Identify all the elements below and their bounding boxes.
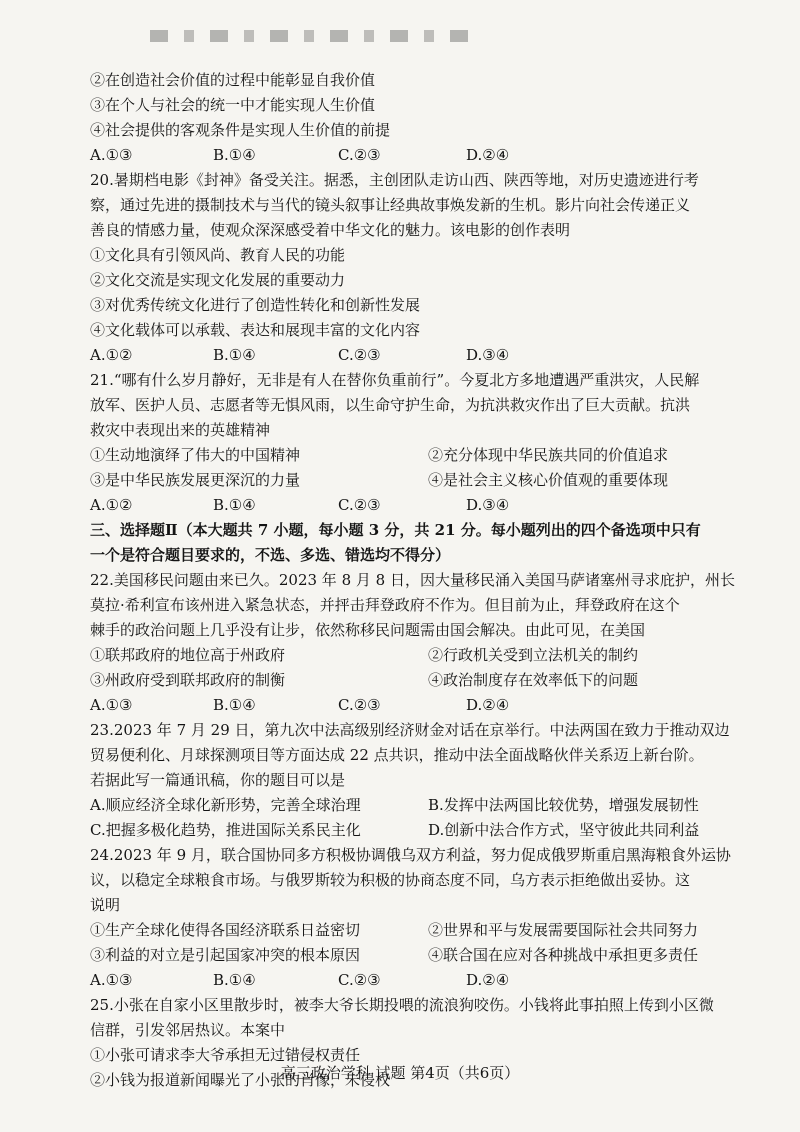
choice-item: ①小张可请求李大爷承担无过错侵权责任 — [90, 1046, 361, 1064]
choice-item: ③是中华民族发展更深沉的力量 — [90, 471, 301, 489]
option-d: D.③④ — [466, 346, 510, 364]
option-b: B.①④ — [213, 496, 256, 514]
question-21 — [90, 368, 740, 518]
answer-options — [90, 343, 740, 368]
choice-item: ①生动地演绎了伟大的中国精神 — [90, 446, 301, 464]
choice-row — [90, 443, 740, 468]
option-c: C.②③ — [338, 696, 381, 714]
question-stem-line: 22.美国移民问题由来已久。2023 年 8 月 8 日，因大量移民涌入美国马萨诸塞州寻求庇护，州长 — [90, 571, 735, 589]
choice-item: ③利益的对立是引起国家冲突的根本原因 — [90, 946, 361, 964]
question-stem-line: 棘手的政治问题上几乎没有让步，依然称移民问题需由国会解决。由此可见，在美国 — [90, 621, 646, 639]
question-stem-line: 救灾中表现出来的英雄精神 — [90, 421, 271, 439]
question-stem-line: 21.“哪有什么岁月静好，无非是有人在替你负重前行”。今夏北方多地遭遇严重洪灾，人民解 — [90, 371, 700, 389]
choice-row — [90, 818, 740, 843]
choice-item: B.发挥中法两国比较优势，增强发展韧性 — [428, 796, 699, 814]
option-d: D.③④ — [466, 496, 510, 514]
question-stem-line: 若据此写一篇通讯稿，你的题目可以是 — [90, 771, 346, 789]
question-23 — [90, 718, 740, 843]
question-stem-line: 放军、医护人员、志愿者等无惧风雨，以生命守护生命，为抗洪救灾作出了巨大贡献。抗洪 — [90, 396, 691, 414]
choice-item: ④社会提供的客观条件是实现人生价值的前提 — [90, 121, 391, 139]
choice-item: ③州政府受到联邦政府的制衡 — [90, 671, 286, 689]
section-heading-line: 一个是符合题目要求的，不选、多选、错选均不得分） — [90, 546, 451, 564]
choice-item: C.把握多极化趋势，推进国际关系民主化 — [90, 821, 361, 839]
option-c: C.②③ — [338, 346, 381, 364]
question-stem-line: 24.2023 年 9 月，联合国协同多方积极协调俄乌双方利益，努力促成俄罗斯重启黑海粮食外运协 — [90, 846, 731, 864]
choice-item: D.创新中法合作方式，坚守彼此共同利益 — [428, 821, 700, 839]
question-stem-line: 说明 — [90, 896, 121, 914]
choice-row — [90, 643, 740, 668]
question-stem-line: 20.暑期档电影《封神》备受关注。据悉，主创团队走访山西、陕西等地，对历史遗迹进行考 — [90, 171, 699, 189]
question-stem-line: 23.2023 年 7 月 29 日，第九次中法高级别经济财金对话在京举行。中法两国在致力于推动双边 — [90, 721, 730, 739]
option-b: B.①④ — [213, 971, 256, 989]
choice-row — [90, 943, 740, 968]
choice-item: ①生产全球化使得各国经济联系日益密切 — [90, 921, 361, 939]
answer-options — [90, 968, 740, 993]
question-22 — [90, 568, 740, 718]
cropped-header-remnant — [150, 30, 480, 42]
option-a: A.①③ — [90, 696, 133, 714]
question-stem-line: 信群，引发邻居热议。本案中 — [90, 1021, 286, 1039]
choice-item: ②在创造社会价值的过程中能彰显自我价值 — [90, 71, 376, 89]
choice-row — [90, 468, 740, 493]
option-b: B.①④ — [213, 696, 256, 714]
choice-item: ③对优秀传统文化进行了创造性转化和创新性发展 — [90, 296, 421, 314]
option-c: C.②③ — [338, 971, 381, 989]
choice-item: ②文化交流是实现文化发展的重要动力 — [90, 271, 346, 289]
section-heading — [90, 518, 740, 568]
question-stem-line: 善良的情感力量，使观众深深感受着中华文化的魅力。该电影的创作表明 — [90, 221, 571, 239]
choice-row — [90, 793, 740, 818]
choice-item: ④是社会主义核心价值观的重要体现 — [428, 471, 669, 489]
question-19-tail — [90, 68, 740, 168]
option-a: A.①② — [90, 346, 133, 364]
choice-row — [90, 918, 740, 943]
option-b: B.①④ — [213, 146, 256, 164]
question-20 — [90, 168, 740, 368]
choice-item: ①联邦政府的地位高于州政府 — [90, 646, 286, 664]
question-stem-line: 25.小张在自家小区里散步时，被李大爷长期投喂的流浪狗咬伤。小钱将此事拍照上传到小区微 — [90, 996, 714, 1014]
question-24 — [90, 843, 740, 993]
question-stem-line: 莫拉·希利宣布该州进入紧急状态，并抨击拜登政府不作为。但目前为止，拜登政府在这个 — [90, 596, 680, 614]
choice-item: ④政治制度存在效率低下的问题 — [428, 671, 639, 689]
choice-item: ④文化载体可以承载、表达和展现丰富的文化内容 — [90, 321, 421, 339]
choice-item: ②世界和平与发展需要国际社会共同努力 — [428, 921, 699, 939]
question-stem-line: 议，以稳定全球粮食市场。与俄罗斯较为积极的协商态度不同，乌方表示拒绝做出妥协。这 — [90, 871, 691, 889]
answer-options — [90, 143, 740, 168]
answer-options — [90, 493, 740, 518]
choice-item: ④联合国在应对各种挑战中承担更多责任 — [428, 946, 699, 964]
choice-row — [90, 668, 740, 693]
option-d: D.②④ — [466, 971, 510, 989]
option-a: A.①③ — [90, 971, 133, 989]
option-a: A.①③ — [90, 146, 133, 164]
choice-item: A.顺应经济全球化新形势，完善全球治理 — [90, 796, 361, 814]
answer-options — [90, 693, 740, 718]
option-c: C.②③ — [338, 496, 381, 514]
choice-item: ②充分体现中华民族共同的价值追求 — [428, 446, 669, 464]
page-content — [90, 68, 740, 1093]
choice-item: ②行政机关受到立法机关的制约 — [428, 646, 639, 664]
choice-item: ③在个人与社会的统一中才能实现人生价值 — [90, 96, 376, 114]
option-b: B.①④ — [213, 346, 256, 364]
section-heading-line: 三、选择题Ⅱ（本大题共 7 小题，每小题 3 分，共 21 分。每小题列出的四个备选项中只有 — [90, 521, 701, 539]
option-d: D.②④ — [466, 146, 510, 164]
question-stem-line: 察，通过先进的摄制技术与当代的镜头叙事让经典故事焕发新的生机。影片向社会传递正义 — [90, 196, 691, 214]
option-d: D.②④ — [466, 696, 510, 714]
page-footer: 高三政治学科 试题 第4页（共6页） — [280, 1064, 520, 1082]
option-c: C.②③ — [338, 146, 381, 164]
question-stem-line: 贸易便利化、月球探测项目等方面达成 22 点共识，推动中法全面战略伙伴关系迈上新台阶。 — [90, 746, 704, 764]
choice-item: ①文化具有引领风尚、教育人民的功能 — [90, 246, 346, 264]
choice-item: ②小钱为报道新闻曝光了小张的肖像，未侵权 — [90, 1071, 391, 1089]
option-a: A.①② — [90, 496, 133, 514]
